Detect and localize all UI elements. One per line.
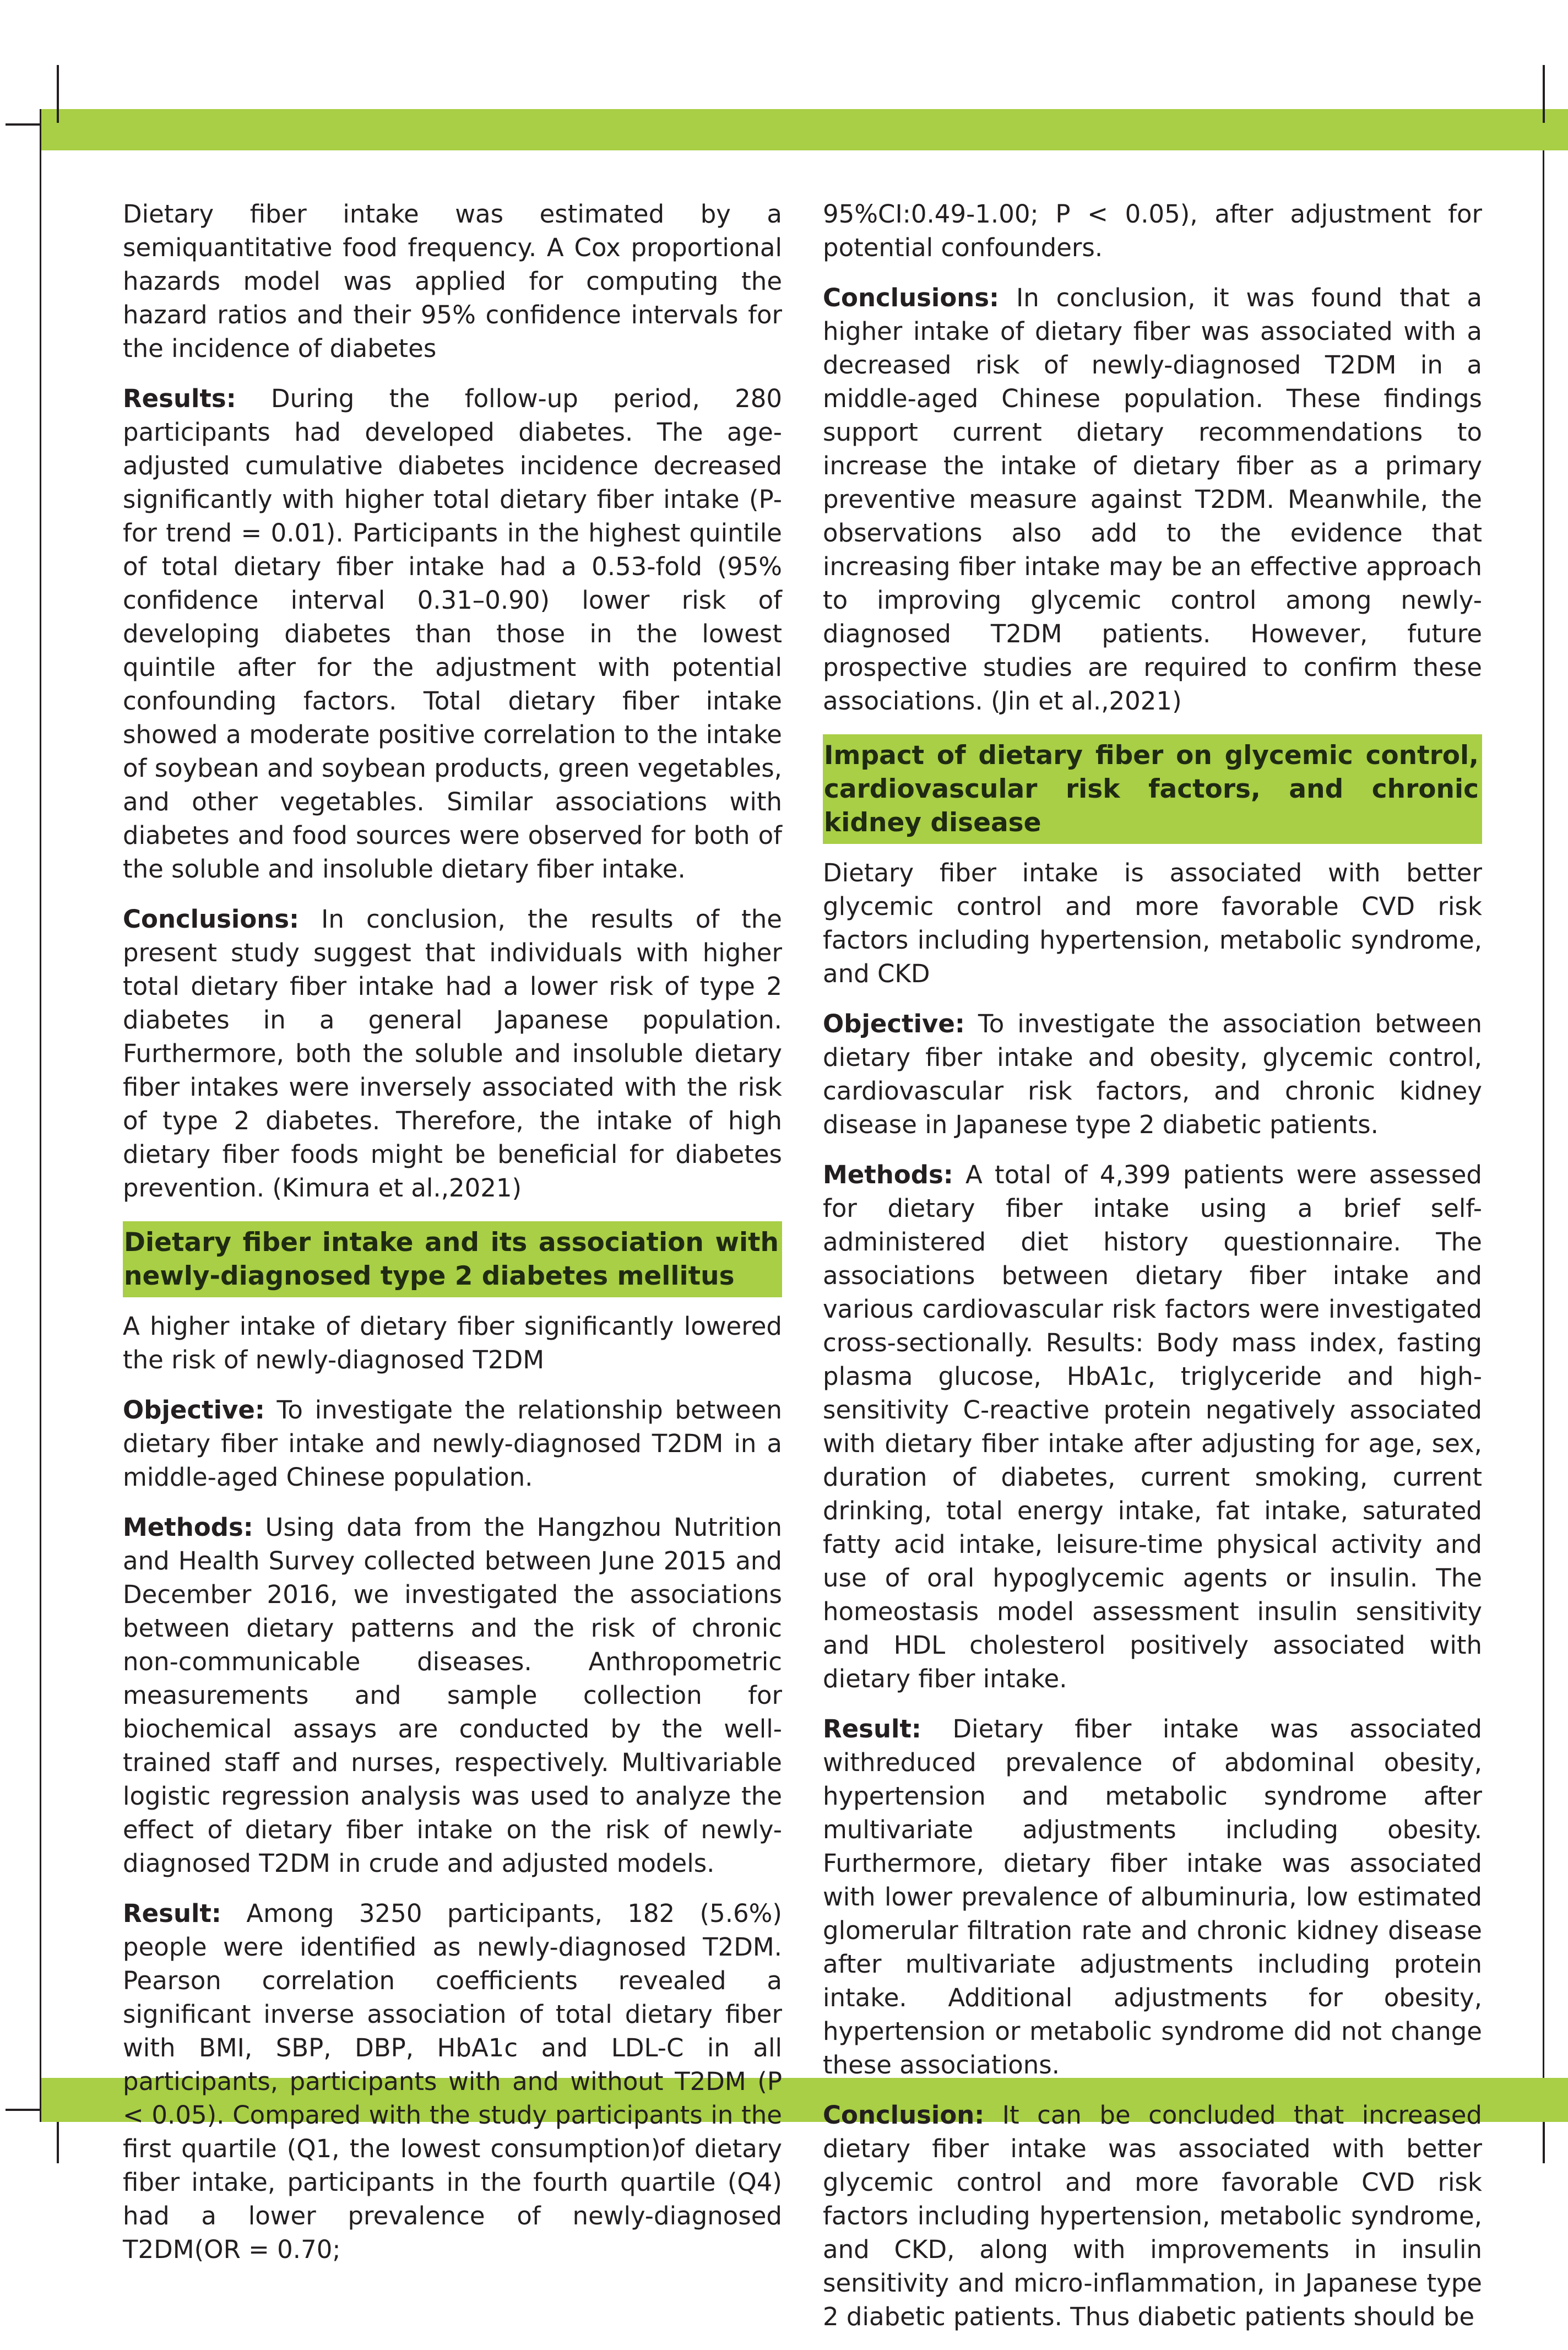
conclusion-text: It can be concluded that increased dietary fiber intake was associated with better glycemic control and more favorable CVD risk factors including hypertension, metabolic syndrome, and CKD, along with improvements in insulin sensitivity and micro-inflammation, in Japanese type 2 diabetic patients. Thus diabetic patients should be — [823, 2100, 1482, 2331]
conclusions-paragraph — [823, 281, 1482, 718]
frame-right-line — [1543, 150, 1544, 2078]
result-text: Dietary fiber intake was associated withreduced prevalence of abdominal obesity, hypertension and metabolic syndrome after multivariate adjustments including obesity. Furthermore, dietary fiber intake was associated with lower prevalence of albuminuria, low estimated glomerular filtration rate and chronic kidney disease after multivariate adjustments including protein intake. Additional adjustments for obesity, hypertension or metabolic syndrome did not change these associations. — [823, 1714, 1482, 2080]
objective-label: Objective: — [123, 1395, 265, 1425]
objective-text: To investigate the association between dietary fiber intake and obesity, glycemic control, cardiovascular risk factors, and chronic kidney disease in Japanese type 2 diabetic patients. — [823, 1009, 1482, 1139]
methods-text: Using data from the Hangzhou Nutrition and Health Survey collected between June 2015 and December 2016, we investigated the associations between dietary patterns and the risk of chronic non-communicable diseases. Anthropometric measurements and sample collection for biochemical assays are conducted by the well-trained staff and nurses, respectively. Multivariable logistic regression analysis was used to analyze the effect of dietary fiber intake on the risk of newly-diagnosed T2DM in crude and adjusted models. — [123, 1513, 782, 1878]
conclusions-label: Conclusions: — [823, 283, 1000, 312]
crop-mark-bottom-left-h — [6, 2109, 40, 2111]
objective-label: Objective: — [823, 1009, 965, 1038]
crop-mark-bottom-right-v — [1543, 2122, 1545, 2163]
methods-text: A total of 4,399 patients were assessed for dietary fiber intake using a brief self-administered diet history questionnaire. The associations between dietary fiber intake and various cardiovascular risk factors were investigated cross-sectionally. Results: Body mass index, fasting plasma glucose, HbA1c, triglyceride and high-sensitivity C-reactive protein negatively associated with dietary fiber intake after adjusting for age, sex, duration of diabetes, current smoking, current drinking, total energy intake, fat intake, saturated fatty acid intake, leisure-time physical activity and use of oral hypoglycemic agents or insulin. The homeostasis model assessment insulin sensitivity and HDL cholesterol positively associated with dietary fiber intake. — [823, 1160, 1482, 1693]
crop-mark-top-right-v — [1543, 65, 1545, 123]
result-text: Among 3250 participants, 182 (5.6%) people were identified as newly-diagnosed T2DM. Pearson correlation coefficients revealed a significant inverse association of total dietary fiber with BMI, SBP, DBP, HbA1c and LDL-C in all participants, participants with and without T2DM (P < 0.05). Compared with the study participants in the first quartile (Q1, the lowest consumption)of dietary fiber intake, participants in the fourth quartile (Q4) had a lower prevalence of newly-diagnosed T2DM(OR = 0.70; — [123, 1899, 782, 2264]
results-label: Results: — [123, 384, 236, 413]
conclusion-paragraph — [823, 2098, 1482, 2333]
continuation-paragraph: 95%CI:0.49-1.00; P < 0.05), after adjustment for potential confounders. — [823, 199, 1482, 262]
results-paragraph — [123, 382, 782, 886]
section-heading: Impact of dietary fiber on glycemic control, cardiovascular risk factors, and chronic kidney disease — [823, 734, 1482, 844]
objective-paragraph — [123, 1393, 782, 1494]
results-text: During the follow-up period, 280 participants had developed diabetes. The age-adjusted cumulative diabetes incidence decreased significantly with higher total dietary fiber intake (P-for trend = 0.01). Participants in the highest quintile of total dietary fiber intake had a 0.53-fold (95% confidence interval 0.31–0.90) lower risk of developing diabetes than those in the lowest quintile after for the adjustment with potential confounding factors. Total dietary fiber intake showed a moderate positive correlation to the intake of soybean and soybean products, green vegetables, and other vegetables. Similar associations with diabetes and food sources were observed for both of the soluble and insoluble dietary fiber intake. — [123, 384, 782, 884]
section-heading: Dietary fiber intake and its association with newly-diagnosed type 2 diabetes mellitus — [123, 1221, 782, 1297]
conclusions-text: In conclusion, it was found that a higher intake of dietary fiber was associated with a decreased risk of newly-diagnosed T2DM in a middle-aged Chinese population. These findings support current dietary recommendations to increase the intake of dietary fiber as a primary preventive measure against T2DM. Meanwhile, the observations also add to the evidence that increasing fiber intake may be an effective approach to improving glycemic control among newly-diagnosed T2DM patients. However, future prospective studies are required to confirm these associations. (Jin et al.,2021) — [823, 283, 1482, 716]
result-label: Result: — [823, 1714, 921, 1743]
methods-label: Methods: — [123, 1513, 253, 1542]
objective-paragraph — [823, 1007, 1482, 1141]
conclusions-paragraph — [123, 902, 782, 1205]
conclusion-label: Conclusion: — [823, 2100, 985, 2130]
conclusions-label: Conclusions: — [123, 905, 300, 934]
method-paragraph: Dietary fiber intake was estimated by a semiquantitative food frequency. A Cox proportional hazards model was applied for computing the hazard ratios and their 95% confidence intervals for the incidence of diabetes — [123, 199, 782, 363]
intro-paragraph: A higher intake of dietary fiber significantly lowered the risk of newly-diagnosed T2DM — [123, 1312, 782, 1374]
frame-left-line — [40, 109, 41, 2122]
result-paragraph — [123, 1897, 782, 2266]
crop-mark-bottom-left-v — [57, 2122, 59, 2163]
conclusions-text: In conclusion, the results of the present study suggest that individuals with higher total dietary fiber intake had a lower risk of type 2 diabetes in a general Japanese population. Furthermore, both the soluble and insoluble dietary fiber intakes were inversely associated with the risk of type 2 diabetes. Therefore, the intake of high dietary fiber foods might be beneficial for diabetes prevention. (Kimura et al.,2021) — [123, 905, 782, 1203]
result-paragraph — [823, 1712, 1482, 2082]
methods-paragraph — [123, 1510, 782, 1880]
result-label: Result: — [123, 1899, 221, 1928]
right-column — [823, 197, 1482, 2350]
top-green-band — [40, 109, 1568, 150]
methods-label: Methods: — [823, 1160, 953, 1189]
left-column — [123, 197, 782, 2283]
crop-mark-top-left-h — [6, 123, 40, 126]
crop-mark-top-left-v — [57, 65, 59, 123]
objective-text: To investigate the relationship between dietary fiber intake and newly-diagnosed T2DM in a middle-aged Chinese population. — [123, 1395, 782, 1492]
methods-paragraph — [823, 1158, 1482, 1696]
intro-paragraph: Dietary fiber intake is associated with better glycemic control and more favorable CVD risk factors including hypertension, metabolic syndrome, and CKD — [823, 858, 1482, 988]
